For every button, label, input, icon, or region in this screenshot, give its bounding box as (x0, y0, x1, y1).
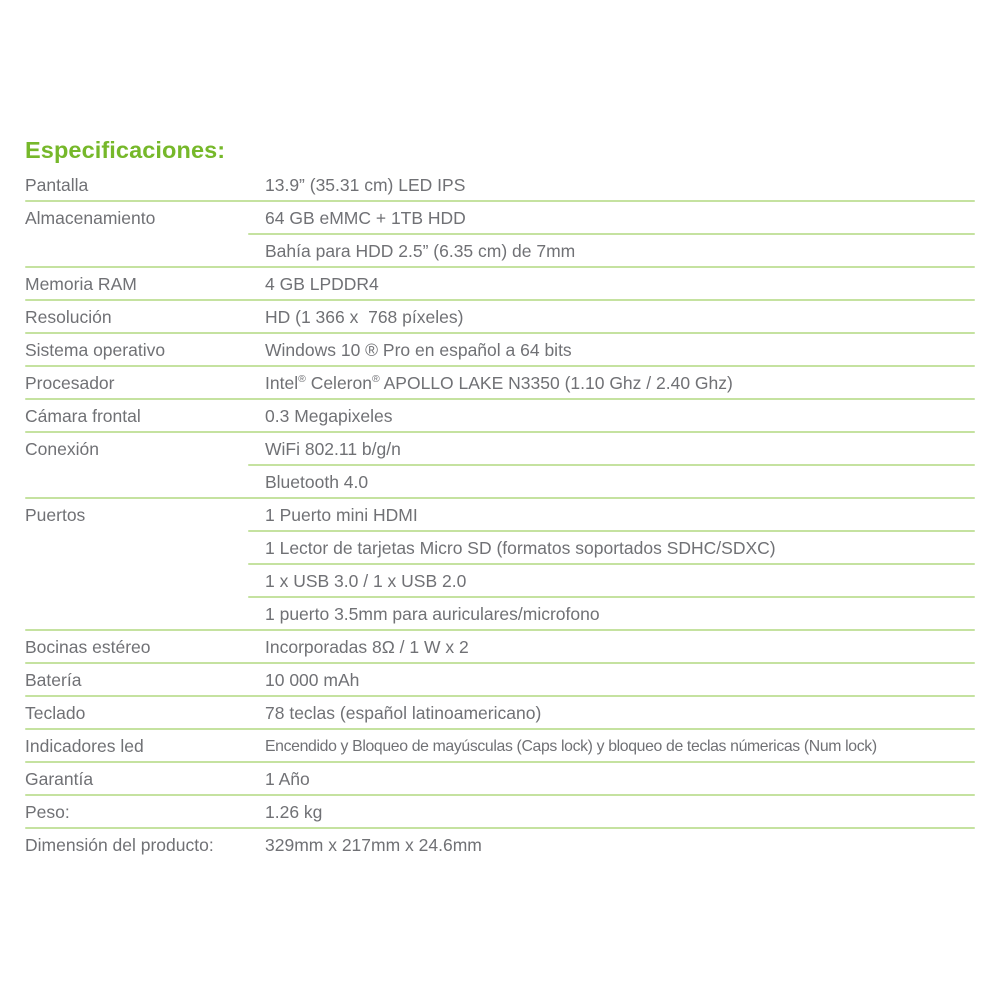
table-row (25, 301, 975, 334)
spec-sheet (25, 138, 975, 862)
spec-value: 329mm x 217mm x 24.6mm (265, 834, 482, 855)
spec-value: 1.26 kg (265, 801, 323, 822)
table-row (25, 631, 975, 664)
spec-value: 1 x USB 3.0 / 1 x USB 2.0 (265, 570, 467, 591)
table-row (25, 697, 975, 730)
spec-label: Garantía (25, 768, 94, 789)
table-row (25, 664, 975, 697)
spec-label: Batería (25, 669, 82, 690)
spec-value: 0.3 Megapixeles (265, 405, 393, 426)
spec-label: Cámara frontal (25, 405, 141, 426)
spec-label: Sistema operativo (25, 339, 166, 360)
spec-label: Pantalla (25, 174, 89, 195)
spec-value: Bahía para HDD 2.5” (6.35 cm) de 7mm (265, 240, 576, 261)
spec-value: 78 teclas (español latinoamericano) (265, 702, 542, 723)
table-row (25, 565, 975, 598)
table-row (25, 763, 975, 796)
spec-label: Teclado (25, 702, 86, 723)
spec-label: Almacenamiento (25, 207, 156, 228)
spec-value: 1 Puerto mini HDMI (265, 504, 418, 525)
table-row (25, 400, 975, 433)
spec-value: HD (1 366 x 768 píxeles) (265, 306, 464, 327)
table-row (25, 499, 975, 532)
table-row (25, 235, 975, 268)
spec-value: Intel® Celeron® APOLLO LAKE N3350 (1.10 Ghz / 2.40 Ghz) (265, 372, 733, 393)
spec-label: Memoria RAM (25, 273, 137, 294)
spec-label: Resolución (25, 306, 112, 327)
spec-value: Bluetooth 4.0 (265, 471, 369, 492)
table-row (25, 598, 975, 631)
spec-label: Conexión (25, 438, 99, 459)
table-row (25, 433, 975, 466)
table-row (25, 796, 975, 829)
table-row (25, 334, 975, 367)
spec-value: 4 GB LPDDR4 (265, 273, 379, 294)
spec-value: 1 Año (265, 768, 310, 789)
registered-mark: ® (298, 372, 306, 385)
spec-label: Bocinas estéreo (25, 636, 151, 657)
spec-table (25, 169, 975, 862)
registered-mark: ® (371, 372, 380, 385)
spec-label: Peso: (25, 801, 70, 822)
spec-value: 64 GB eMMC + 1TB HDD (265, 207, 466, 228)
table-row (25, 268, 975, 301)
table-row (25, 532, 975, 565)
spec-label: Puertos (25, 504, 86, 525)
table-row (25, 367, 975, 400)
spec-value: 10 000 mAh (265, 669, 360, 690)
spec-label: Procesador (25, 372, 115, 393)
table-row (25, 829, 975, 862)
table-row (25, 169, 975, 202)
spec-label: Dimensión del producto: (25, 834, 214, 855)
table-row (25, 730, 975, 763)
spec-value: Incorporadas 8Ω / 1 W x 2 (265, 636, 469, 657)
spec-value: 13.9” (35.31 cm) LED IPS (265, 174, 466, 195)
spec-value: Windows 10 ® Pro en español a 64 bits (265, 339, 572, 360)
spec-value: 1 Lector de tarjetas Micro SD (formatos soportados SDHC/SDXC) (265, 537, 776, 558)
spec-value: Encendido y Bloqueo de mayúsculas (Caps lock) y bloqueo de teclas númericas (Num lock) (265, 737, 877, 755)
table-row (25, 202, 975, 235)
spec-value: 1 puerto 3.5mm para auriculares/microfono (265, 603, 600, 624)
page-title: Especificaciones: (25, 137, 226, 163)
spec-label: Indicadores led (25, 735, 144, 756)
table-row (25, 466, 975, 499)
spec-value: WiFi 802.11 b/g/n (265, 438, 401, 459)
